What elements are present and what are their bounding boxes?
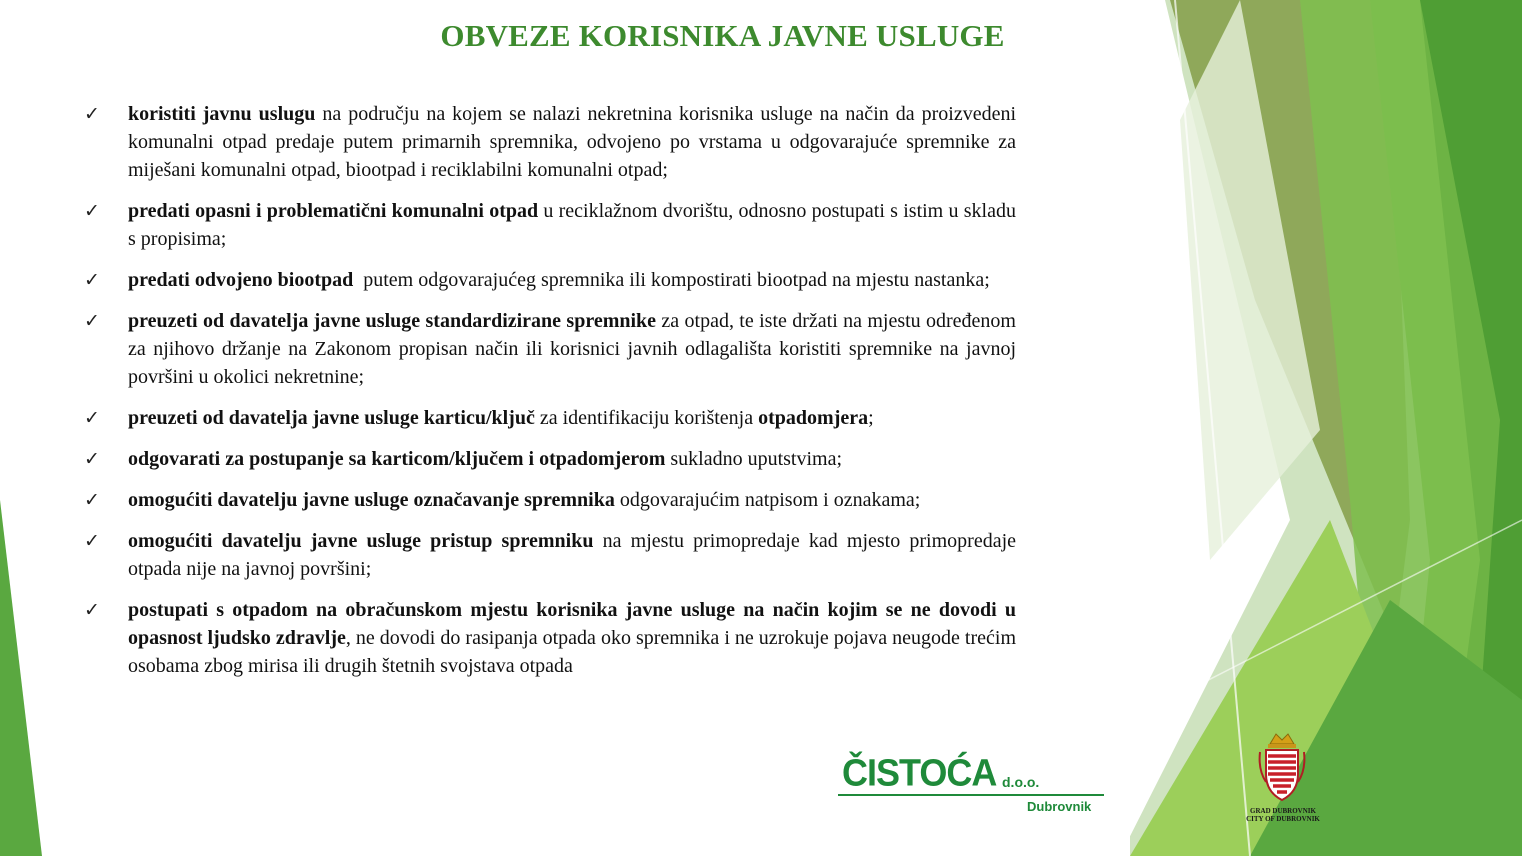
list-item: [82, 527, 1016, 583]
company-logo-suffix: d.o.o.: [1002, 774, 1040, 790]
list-item: [82, 266, 1016, 294]
company-logo-name: ČISTOĆA: [842, 750, 997, 794]
list-item-text: odgovarati za postupanje sa karticom/ključem i otpadomjerom sukladno uputstvima;: [128, 448, 843, 470]
check-icon: ✓: [84, 269, 100, 291]
check-icon: ✓: [84, 310, 100, 332]
check-icon: ✓: [84, 103, 100, 125]
list-item: [82, 197, 1016, 253]
check-icon: ✓: [84, 448, 100, 470]
list-item-text: preuzeti od davatelja javne usluge standardizirane spremnike za otpad, te iste držati na mjestu određenom za njihovo držanje na Zakonom propisan način ili korisnici javnih odlagališta koristiti spremnike na javnoj površini u okolici nekretnine;: [128, 310, 1016, 388]
list-item: [82, 486, 1016, 514]
check-icon: ✓: [84, 407, 100, 429]
check-icon: ✓: [84, 530, 100, 552]
check-icon: ✓: [84, 599, 100, 621]
check-icon: ✓: [84, 489, 100, 511]
company-logo-city: Dubrovnik: [1027, 799, 1092, 814]
list-item: [82, 596, 1016, 680]
list-item-text: predati odvojeno biootpad putem odgovarajućeg spremnika ili kompostirati biootpad na mjestu nastanka;: [128, 269, 990, 291]
page-title: OBVEZE KORISNIKA JAVNE USLUGE: [440, 18, 1005, 53]
city-logo-line1: GRAD DUBROVNIK: [1250, 807, 1316, 815]
list-item: [82, 404, 1016, 432]
city-crest-icon: [1256, 730, 1308, 802]
list-item-text: postupati s otpadom na obračunskom mjestu korisnika javne usluge na način kojim se ne dovodi u opasnost ljudsko zdravlje, ne dovodi do rasipanja otpada oko spremnika i ne uzrokuje pojava neugode trećim osobama zbog mirisa ili drugih štetnih svojstava otpada: [128, 599, 1017, 677]
list-item-text: omogućiti davatelju javne usluge pristup spremniku na mjestu primopredaje kad mjesto primopredaje otpada nije na javnoj površini;: [128, 530, 1017, 580]
list-item: [82, 445, 1016, 473]
list-item-text: koristiti javnu uslugu na području na kojem se nalazi nekretnina korisnika usluge na način da proizvedeni komunalni otpad predaje putem primarnih spremnika, odvojeno po vrstama u odgovarajuće spremnike za miješani komunalni otpad, biootpad i reciklabilni komunalni otpad;: [128, 103, 1017, 181]
list-item: [82, 100, 1016, 184]
check-icon: ✓: [84, 200, 100, 222]
city-logo-line2: CITY OF DUBROVNIK: [1246, 815, 1320, 823]
list-item-text: predati opasni i problematični komunalni otpad u reciklažnom dvorištu, odnosno postupati s istim u skladu s propisima;: [128, 200, 1016, 250]
left-green-strip: [0, 500, 42, 856]
list-item-text: preuzeti od davatelja javne usluge karticu/ključ za identifikaciju korištenja otpadomjera;: [128, 407, 874, 429]
list-item-text: omogućiti davatelju javne usluge označavanje spremnika odgovarajućim natpisom i oznakama;: [128, 489, 921, 511]
city-logo-text: [1222, 807, 1344, 823]
list-item: [82, 307, 1016, 391]
obligations-list: [82, 100, 1016, 693]
company-logo-divider: [838, 794, 1104, 796]
